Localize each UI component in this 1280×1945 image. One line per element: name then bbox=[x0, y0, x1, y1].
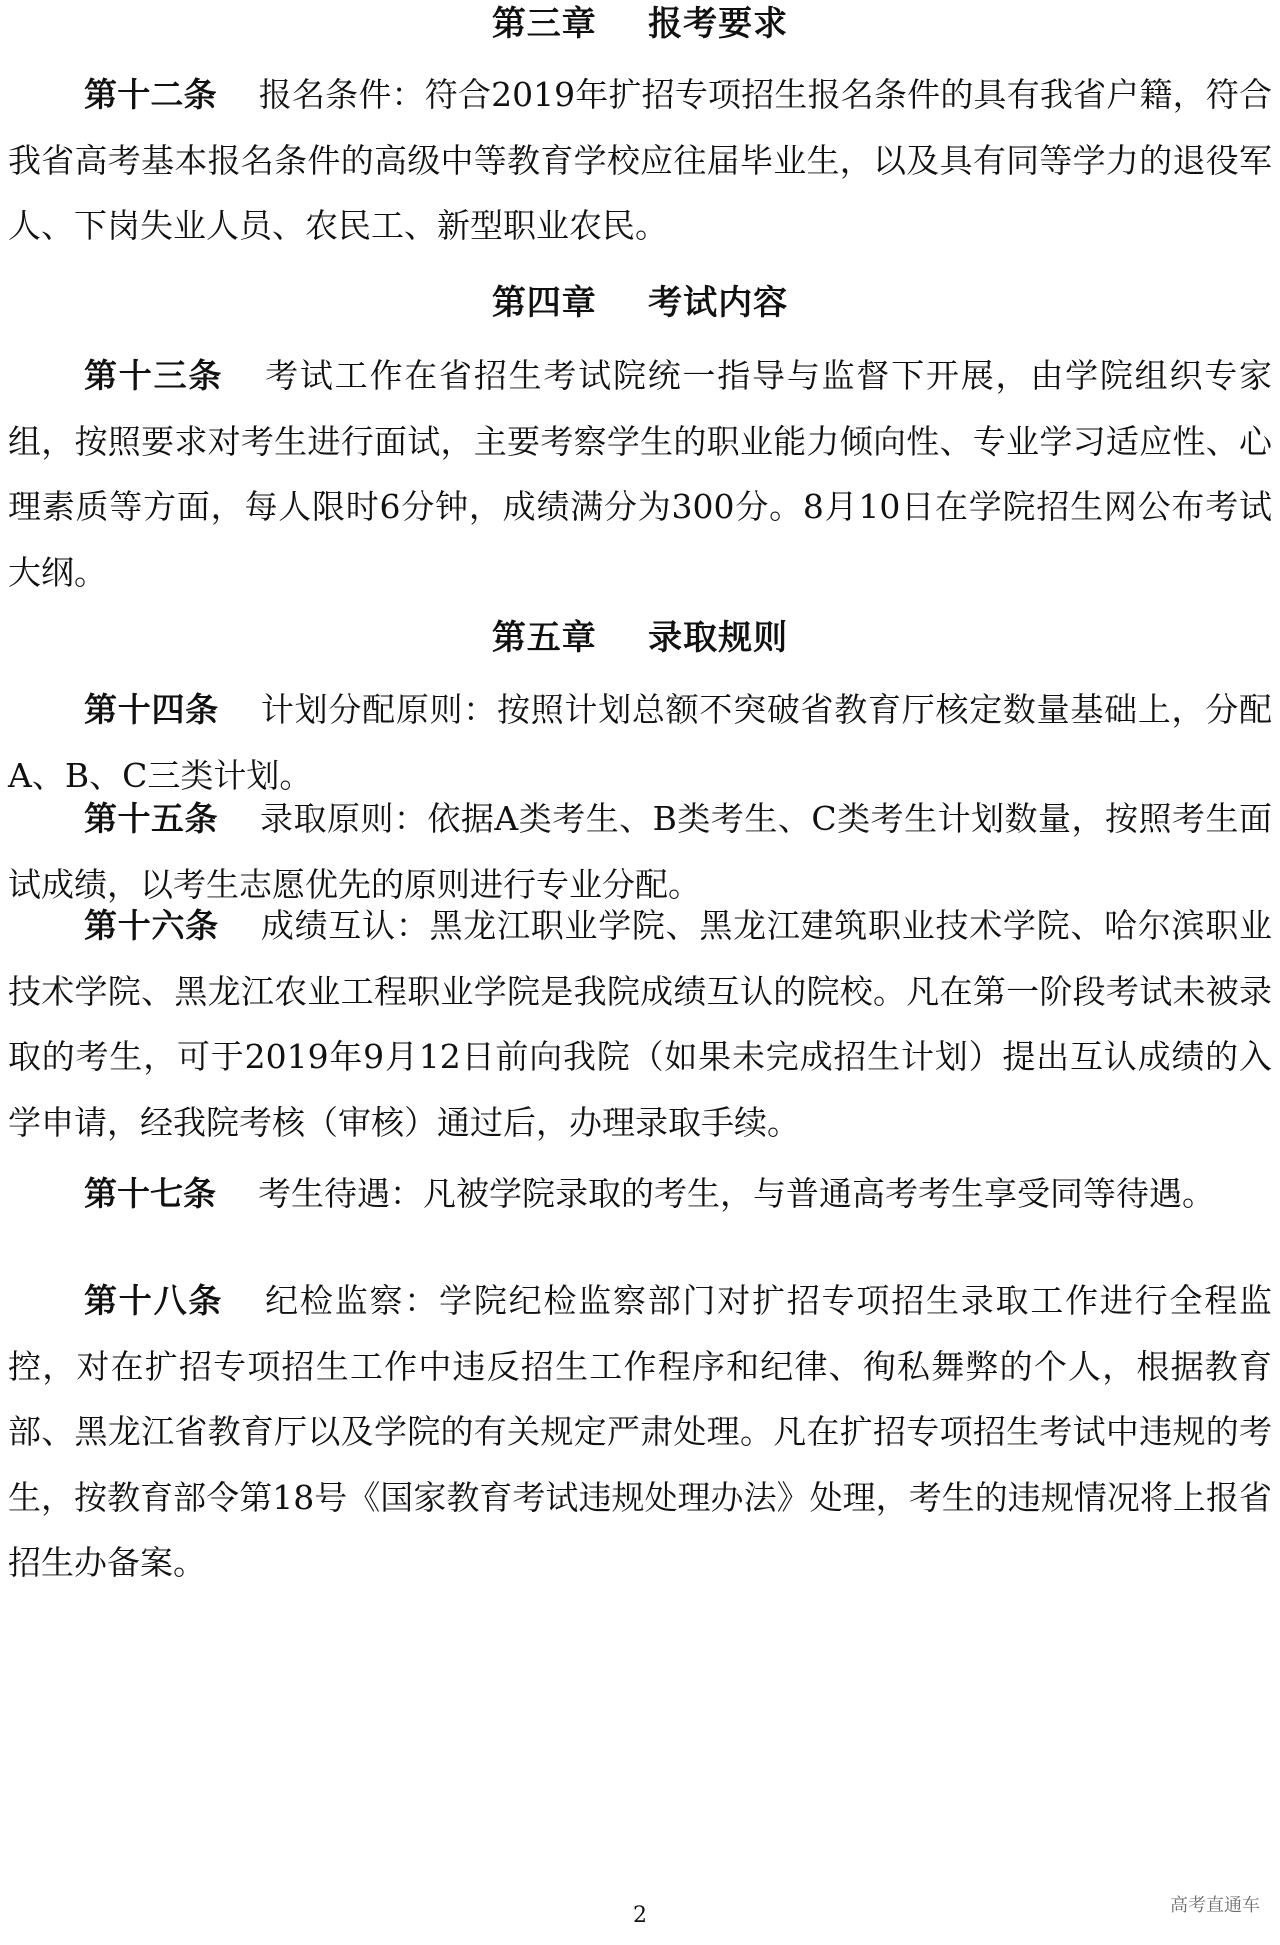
article-text: 考试工作在省招生考试院统一指导与监督下开展，由学院组织专家组，按照要求对考生进行面试，主要考察学生的职业能力倾向性、专业学习适应性、心理素质等方面，每人限时6分钟，成绩满分为300分。8月10日在学院招生网公布考试大纲。 bbox=[8, 356, 1272, 592]
page-number: 2 bbox=[633, 1903, 647, 1928]
article-label: 第十四条 bbox=[84, 690, 219, 729]
article-text: 考生待遇：凡被学院录取的考生，与普通高考考生享受同等待遇。 bbox=[258, 1174, 1215, 1213]
article-label: 第十二条 bbox=[84, 75, 217, 114]
article-16 bbox=[8, 893, 1272, 1155]
article-label: 第十五条 bbox=[84, 799, 218, 838]
article-18 bbox=[8, 1268, 1272, 1596]
article-13 bbox=[8, 343, 1272, 605]
article-label: 第十三条 bbox=[84, 356, 224, 395]
article-text: 成绩互认：黑龙江职业学院、黑龙江建筑职业技术学院、哈尔滨职业技术学院、黑龙江农业工程职业学院是我院成绩互认的院校。凡在第一阶段考试未被录取的考生，可于2019年9月12日前向我院（如果未完成招生计划）提出互认成绩的入学申请，经我院考核（审核）通过后，办理录取手续。 bbox=[8, 906, 1273, 1142]
article-12 bbox=[8, 62, 1272, 259]
article-text: 录取原则：依据A类考生、B类考生、C类考生计划数量，按照考生面试成绩，以考生志愿优先的原则进行专业分配。 bbox=[8, 799, 1272, 904]
chapter-heading: 第五章 录取规则 bbox=[491, 618, 789, 658]
article-text: 报名条件：符合2019年扩招专项招生报名条件的具有我省户籍，符合我省高考基本报名条件的高级中等教育学校应往届毕业生，以及具有同等学力的退役军人、下岗失业人员、农民工、新型职业农民。 bbox=[8, 75, 1273, 245]
article-text: 计划分配原则：按照计划总额不突破省教育厅核定数量基础上，分配A、B、C三类计划。 bbox=[8, 690, 1273, 795]
watermark: 高考直通车 bbox=[1170, 1895, 1260, 1916]
article-17 bbox=[8, 1161, 1272, 1227]
article-label: 第十八条 bbox=[84, 1281, 224, 1320]
article-text: 纪检监察：学院纪检监察部门对扩招专项招生录取工作进行全程监控，对在扩招专项招生工作中违反招生工作程序和纪律、徇私舞弊的个人，根据教育部、黑龙江省教育厅以及学院的有关规定严肃处理。凡在扩招专项招生考试中违规的考生，按教育部令第18号《国家教育考试违规处理办法》处理，考生的违规情况将上报省招生办备案。 bbox=[8, 1281, 1272, 1582]
chapter-heading: 第三章 报考要求 bbox=[491, 4, 789, 44]
article-label: 第十六条 bbox=[84, 906, 219, 945]
article-label: 第十七条 bbox=[84, 1174, 216, 1213]
chapter-heading: 第四章 考试内容 bbox=[491, 283, 789, 323]
